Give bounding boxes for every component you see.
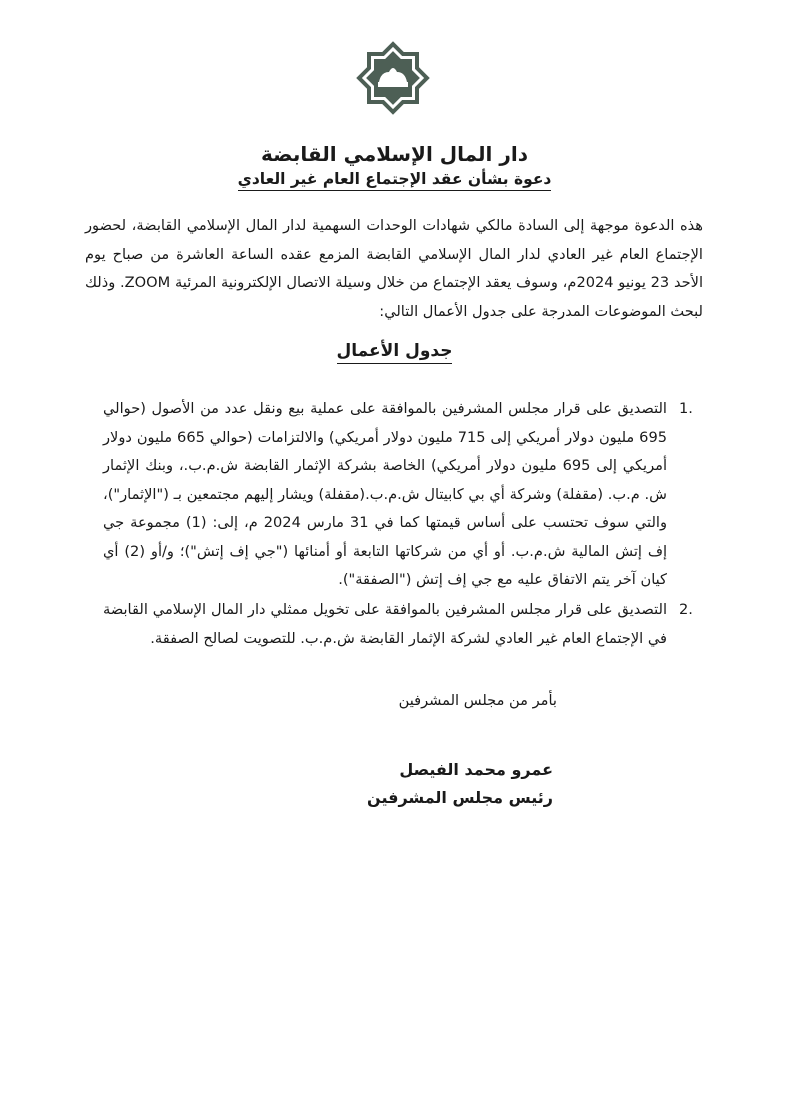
agenda-item — [103, 395, 703, 595]
agenda-heading-text: جدول الأعمال — [337, 341, 453, 364]
star-seal-icon — [355, 40, 431, 116]
agenda-item-text: التصديق على قرار مجلس المشرفين بالموافقة على عملية بيع ونقل عدد من الأصول (حوالي 695 مليون دولار أمريكي إلى 715 مليون دولار أمريكي) والالتزامات (حوالي 665 مليون دولار أمريكي إلى 695 مليون دولار أمريكي) الخاصة بشركة الإثمار القابضة ش.م.ب.، وبنك الإثمار ش. م.ب. (مقفلة) وشركة أي بي كابيتال ش.م.ب.(مقفلة) ويشار إليهم مجتمعين بـ ("الإثمار")، والتي سوف تحتسب على أساس قيمتها كما في 31 مارس 2024 م، إلى: (1) مجموعة جي إف إتش المالية ش.م.ب. أو أي من شركاتها التابعة أو أمنائها ("جي إف إتش")؛ و/أو (2) أي كيان آخر يتم الاتفاق عليه مع جي إف إتش ("الصفقة"). — [103, 400, 668, 588]
company-logo — [355, 40, 431, 116]
agenda-item — [103, 596, 703, 653]
company-name: دار المال الإسلامي القابضة — [261, 142, 528, 166]
agenda-item-number: 2. — [679, 601, 693, 618]
intro-paragraph: هذه الدعوة موجهة إلى السادة مالكي شهادات الوحدات السهمية لدار المال الإسلامي القابضة، لحضور الإجتماع العام غير العادي لدار المال الإسلامي القابضة المزمع عقده الساعة العاشرة من صباح يوم الأحد 23 يونيو 2024م، وسوف يعقد الإجتماع من خلال وسيلة الاتصال الإلكترونية المرئية ZOOM. وذلك لبحث الموضوعات المدرجة على جدول الأعمال التالي: — [85, 217, 704, 320]
document-subject-text: دعوة بشأن عقد الإجتماع العام غير العادي — [238, 170, 552, 191]
signatory-title: رئيس مجلس المشرفين — [367, 788, 553, 807]
agenda-item-number: 1. — [679, 400, 693, 417]
agenda-item-text: التصديق على قرار مجلس المشرفين بالموافقة على تخويل ممثلي دار المال الإسلامي القابضة في الإجتماع العام غير العادي لشركة الإثمار القابضة ش.م.ب. للتصويت لصالح الصفقة. — [103, 601, 667, 647]
signatory-name: عمرو محمد الفيصل — [399, 760, 553, 779]
document-subject — [0, 170, 789, 188]
agenda-heading — [0, 341, 789, 361]
by-order-line: بأمر من مجلس المشرفين — [398, 692, 557, 709]
